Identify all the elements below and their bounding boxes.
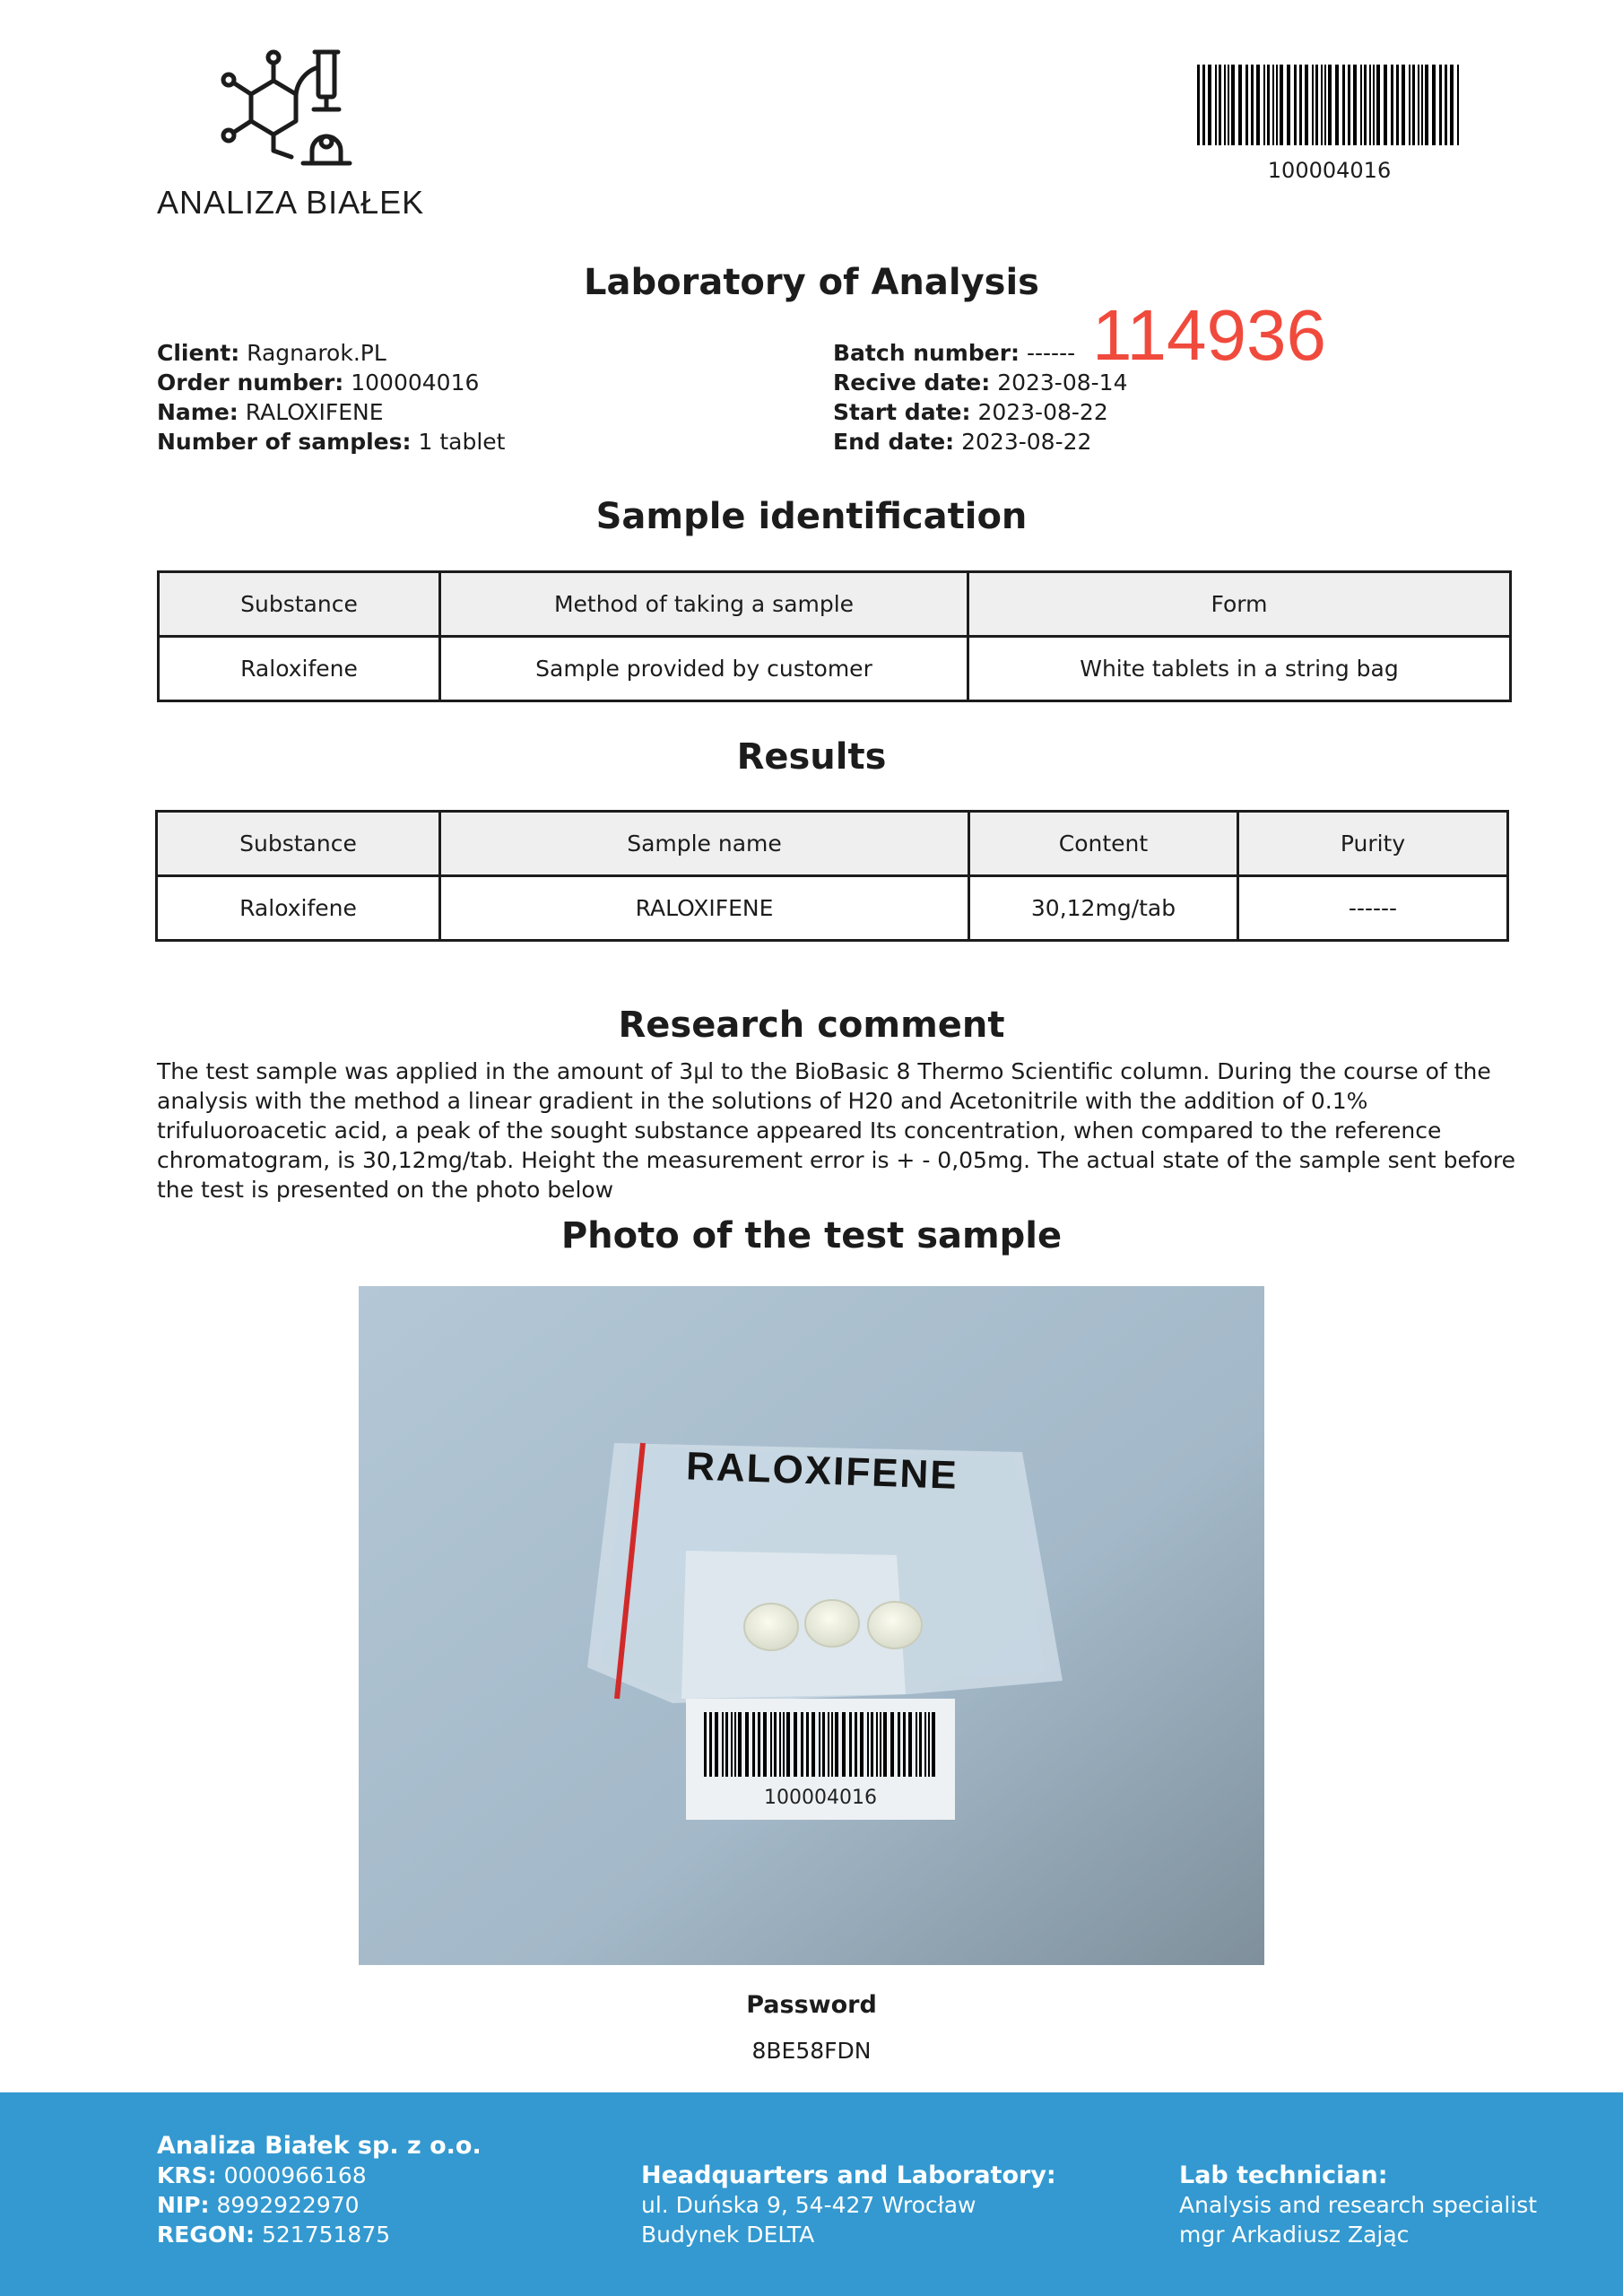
barcode-number: 100004016 bbox=[1267, 158, 1392, 183]
table-header-cell: Content bbox=[969, 812, 1238, 876]
footer-tech-name: mgr Arkadiusz Zając bbox=[1179, 2222, 1410, 2248]
barcode-bar bbox=[932, 1712, 935, 1777]
results-table bbox=[155, 810, 1509, 942]
footer-tech-block bbox=[1179, 2161, 1537, 2249]
barcode-image bbox=[1197, 65, 1462, 145]
barcode-bar bbox=[704, 1712, 707, 1777]
comment-title: Research comment bbox=[618, 1004, 1005, 1046]
batch-stamp: 114936 bbox=[1092, 295, 1327, 375]
barcode-bar bbox=[738, 1712, 742, 1777]
password-value: 8BE58FDN bbox=[751, 2038, 872, 2064]
barcode-bar bbox=[1287, 65, 1290, 145]
footer-hq-address: ul. Duńska 9, 54-427 Wrocław bbox=[641, 2192, 976, 2218]
barcode-bar bbox=[812, 1712, 815, 1777]
name-line bbox=[157, 399, 384, 425]
footer-tech-title: Lab technician: bbox=[1179, 2161, 1388, 2189]
barcode-bar bbox=[1364, 65, 1367, 145]
table-header-cell: Substance bbox=[159, 572, 440, 637]
barcode-bar bbox=[1208, 65, 1211, 145]
barcode-bar bbox=[1315, 65, 1318, 145]
barcode-bar bbox=[1231, 65, 1235, 145]
barcode-bar bbox=[1425, 65, 1428, 145]
barcode-bar bbox=[1328, 65, 1332, 145]
regon-label: REGON: bbox=[157, 2222, 256, 2248]
barcode-bar bbox=[828, 1712, 829, 1777]
barcode-bar bbox=[1353, 65, 1357, 145]
sample-photo bbox=[359, 1286, 1264, 1965]
sample-photo-image bbox=[359, 1286, 1264, 1965]
barcode-bar bbox=[1305, 65, 1308, 145]
table-header-cell: Sample name bbox=[440, 812, 969, 876]
barcode-bar bbox=[786, 1712, 790, 1777]
barcode-bar bbox=[1251, 65, 1254, 145]
samples-value: 1 tablet bbox=[418, 429, 506, 455]
barcode-bar bbox=[908, 1712, 912, 1777]
barcode-bar bbox=[794, 1712, 797, 1777]
barcode-bar bbox=[1450, 65, 1454, 145]
table-header-cell: Substance bbox=[157, 812, 440, 876]
table-cell: RALOXIFENE bbox=[440, 876, 969, 941]
barcode-bar bbox=[855, 1712, 857, 1777]
barcode-bar bbox=[835, 1712, 838, 1777]
order-value: 100004016 bbox=[351, 370, 480, 396]
barcode-bar bbox=[822, 1712, 825, 1777]
barcode-bar bbox=[1228, 65, 1229, 145]
barcode-bar bbox=[1299, 65, 1302, 145]
client-label: Client: bbox=[157, 340, 240, 366]
barcode-bar bbox=[898, 1712, 900, 1777]
barcode-bar bbox=[1263, 65, 1265, 145]
barcode-bar bbox=[763, 1712, 767, 1777]
barcode-bar bbox=[1376, 65, 1380, 145]
barcode-bar bbox=[919, 1712, 922, 1777]
table-row bbox=[159, 637, 1511, 701]
footer-hq-building: Budynek DELTA bbox=[641, 2222, 815, 2248]
table-row bbox=[157, 876, 1508, 941]
photo-title: Photo of the test sample bbox=[560, 1215, 1063, 1257]
batch-value: ------ bbox=[1026, 340, 1076, 366]
barcode-bar bbox=[1439, 65, 1442, 145]
order-line bbox=[157, 370, 479, 396]
name-value: RALOXIFENE bbox=[245, 399, 384, 425]
client-line bbox=[157, 340, 386, 366]
barcode-bar bbox=[928, 1712, 930, 1777]
photo-barcode-number: 100004016 bbox=[764, 1787, 877, 1809]
table-header-row bbox=[159, 572, 1511, 637]
identification-title: Sample identification bbox=[595, 496, 1028, 537]
barcode-bar bbox=[890, 1712, 894, 1777]
barcode-bar bbox=[734, 1712, 736, 1777]
end-value: 2023-08-22 bbox=[961, 429, 1092, 455]
table-header-row bbox=[157, 812, 1508, 876]
barcode-bar bbox=[1409, 65, 1410, 145]
barcode-bar bbox=[849, 1712, 852, 1777]
barcode-bar bbox=[1418, 65, 1419, 145]
table-cell: Raloxifene bbox=[159, 637, 440, 701]
table-cell: 30,12mg/tab bbox=[969, 876, 1238, 941]
barcode-bar bbox=[842, 1712, 846, 1777]
barcode-bar bbox=[731, 1712, 733, 1777]
regon-value: 521751875 bbox=[261, 2222, 391, 2248]
password-label: Password bbox=[746, 1991, 877, 2019]
receive-line bbox=[833, 370, 1127, 396]
barcode-bar bbox=[1197, 65, 1200, 145]
barcode-bar bbox=[1457, 65, 1459, 145]
barcode-bar bbox=[867, 1712, 869, 1777]
barcode-bar bbox=[880, 1712, 881, 1777]
table-header-cell: Purity bbox=[1238, 812, 1508, 876]
barcode-bar bbox=[1238, 65, 1242, 145]
end-line bbox=[833, 429, 1091, 455]
table-header-cell: Method of taking a sample bbox=[440, 572, 968, 637]
barcode-bar bbox=[1280, 65, 1283, 145]
start-label: Start date: bbox=[833, 399, 971, 425]
barcode-bar bbox=[752, 1712, 755, 1777]
barcode-bar bbox=[1445, 65, 1447, 145]
barcode-bar bbox=[924, 1712, 926, 1777]
barcode-bar bbox=[1321, 65, 1323, 145]
samples-label: Number of samples: bbox=[157, 429, 412, 455]
barcode-bar bbox=[1272, 65, 1274, 145]
comment-text: The test sample was applied in the amount of 3µl to the BioBasic 8 Thermo Scientific column. During the course of the analysis with the method a linear gradient in the solutions of H20 and Acetonitrile with the addition of 0.1% trifuluoroacetic acid, a peak of the sought substance appeared Its concentration, when compared to the reference chromatogram, is 30,12mg/tab. Height the measurement error is + - 0,05mg. The actual state of the sample sent before the test is presented on the photo below bbox=[157, 1058, 1516, 1203]
barcode-bar bbox=[715, 1712, 718, 1777]
footer-hq-block bbox=[641, 2161, 1056, 2249]
krs-label: KRS: bbox=[157, 2162, 217, 2188]
page-title: Laboratory of Analysis bbox=[584, 262, 1039, 303]
barcode-bar bbox=[1215, 65, 1217, 145]
name-label: Name: bbox=[157, 399, 239, 425]
barcode-bar bbox=[779, 1712, 781, 1777]
receive-value: 2023-08-14 bbox=[997, 370, 1128, 396]
footer-tech-role: Analysis and research specialist bbox=[1179, 2192, 1538, 2218]
barcode-bar bbox=[1294, 65, 1297, 145]
barcode-bar bbox=[783, 1712, 785, 1777]
barcode-bar bbox=[1256, 65, 1260, 145]
company-logo bbox=[157, 45, 426, 224]
barcode-bar bbox=[774, 1712, 777, 1777]
table-cell: Raloxifene bbox=[157, 876, 440, 941]
barcode-bar bbox=[1373, 65, 1375, 145]
order-label: Order number: bbox=[157, 370, 344, 396]
nip-value: 8992922970 bbox=[216, 2192, 360, 2218]
barcode-bar bbox=[1421, 65, 1423, 145]
table-header-cell: Form bbox=[968, 572, 1511, 637]
barcode-bar bbox=[1396, 65, 1399, 145]
barcode-bar bbox=[770, 1712, 772, 1777]
barcode-bar bbox=[1360, 65, 1362, 145]
samples-line bbox=[157, 429, 505, 455]
client-value: Ragnarok.PL bbox=[247, 340, 386, 366]
identification-table bbox=[157, 570, 1512, 702]
brand-name: ANALIZA BIAŁEK bbox=[157, 184, 425, 221]
table-cell: ------ bbox=[1238, 876, 1508, 941]
barcode-bar bbox=[1202, 65, 1205, 145]
footer-nip-line bbox=[157, 2190, 482, 2220]
nip-label: NIP: bbox=[157, 2192, 210, 2218]
batch-line bbox=[833, 340, 1075, 366]
table-cell: White tablets in a string bag bbox=[968, 637, 1511, 701]
barcode-bar bbox=[876, 1712, 878, 1777]
footer-company-name: Analiza Białek sp. z o.o. bbox=[157, 2132, 482, 2160]
krs-value: 0000966168 bbox=[223, 2162, 367, 2188]
barcode-bar bbox=[860, 1712, 864, 1777]
end-label: End date: bbox=[833, 429, 955, 455]
start-line bbox=[833, 399, 1108, 425]
batch-label: Batch number: bbox=[833, 340, 1020, 366]
barcode-bar bbox=[831, 1712, 833, 1777]
lab-molecule-microscope-icon bbox=[220, 45, 372, 175]
barcode-bar bbox=[745, 1712, 749, 1777]
barcode-bar bbox=[1219, 65, 1221, 145]
barcode-bar bbox=[1412, 65, 1415, 145]
barcode-bar bbox=[1267, 65, 1270, 145]
barcode-bar bbox=[725, 1712, 728, 1777]
barcode-bar bbox=[1391, 65, 1393, 145]
barcode-bar bbox=[1245, 65, 1248, 145]
footer bbox=[0, 2092, 1623, 2296]
barcode-bar bbox=[1432, 65, 1436, 145]
barcode-bar bbox=[903, 1712, 906, 1777]
barcode-bar bbox=[709, 1712, 712, 1777]
barcode-bar bbox=[871, 1712, 873, 1777]
barcode-bar bbox=[1348, 65, 1350, 145]
barcode-bar bbox=[883, 1712, 887, 1777]
barcode-bar bbox=[1335, 65, 1339, 145]
bag-label: RALOXIFENE bbox=[685, 1444, 959, 1498]
barcode-bar bbox=[916, 1712, 917, 1777]
receive-label: Recive date: bbox=[833, 370, 991, 396]
table-cell: Sample provided by customer bbox=[440, 637, 968, 701]
footer-regon-line bbox=[157, 2220, 482, 2249]
footer-krs-line bbox=[157, 2161, 482, 2190]
barcode-bar bbox=[806, 1712, 809, 1777]
start-value: 2023-08-22 bbox=[977, 399, 1108, 425]
barcode-bar bbox=[1384, 65, 1387, 145]
barcode-bar bbox=[722, 1712, 724, 1777]
barcode-bar bbox=[1369, 65, 1371, 145]
footer-company-block bbox=[157, 2131, 482, 2249]
footer-hq-title: Headquarters and Laboratory: bbox=[641, 2161, 1056, 2189]
results-title: Results bbox=[736, 736, 887, 778]
barcode-bar bbox=[819, 1712, 820, 1777]
barcode-bar bbox=[1276, 65, 1278, 145]
barcode-bar bbox=[1402, 65, 1405, 145]
barcode-bar bbox=[1312, 65, 1314, 145]
barcode-bar bbox=[801, 1712, 803, 1777]
barcode-bar bbox=[1342, 65, 1345, 145]
barcode-bar bbox=[758, 1712, 760, 1777]
barcode-bar bbox=[1224, 65, 1226, 145]
barcode-bar bbox=[1324, 65, 1326, 145]
